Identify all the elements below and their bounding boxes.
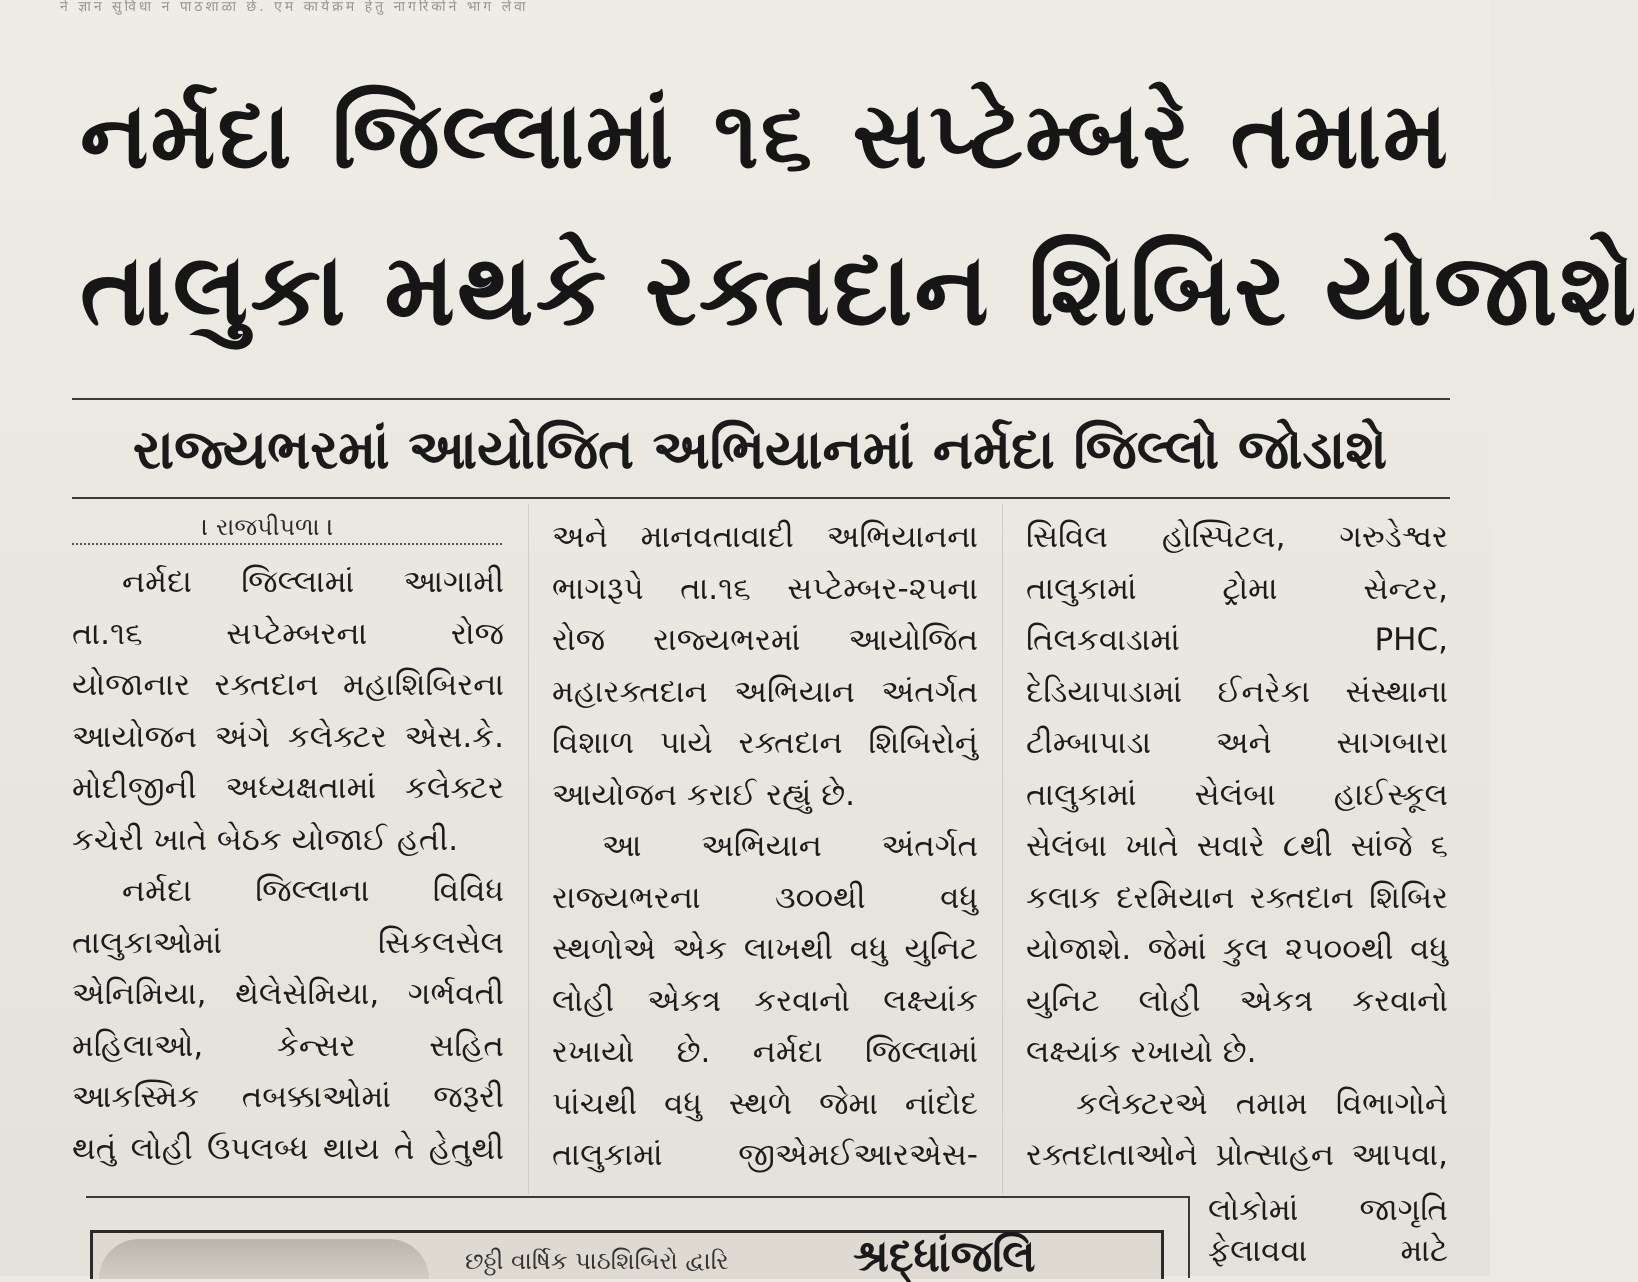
paragraph-line: તા.૧૬ સપ્ટેમ્બરના રોજ <box>72 615 504 652</box>
paragraph-line: ભાગરૂપે તા.૧૬ સપ્ટેમ્બર-૨૫ના <box>552 570 978 607</box>
column-divider-1 <box>528 504 529 1194</box>
paragraph-line: આ અભિયાન અંતર્ગત <box>602 828 978 864</box>
dateline: । રાજપીપળા । <box>202 513 334 541</box>
paragraph-line: નર્મદા જિલ્લામાં આગામી <box>122 564 504 600</box>
headline-line-1: નર્મદા જિલ્લામાં ૧૬ સપ્ટેમ્બરે તમામ <box>80 82 1450 189</box>
paragraph-line: લોહી એકત્ર કરવાનો લક્ષ્યાંક <box>552 982 978 1019</box>
paragraph-line: થતું લોહી ઉપલબ્ધ થાય તે હેતુથી <box>72 1130 504 1167</box>
paragraph-line: રખાયો છે. નર્મદા જિલ્લામાં <box>552 1034 978 1070</box>
cut-off-previous-article-text: ने ज्ञान सुविधा न पाठशाळा छे. एम कार्यक्रम हेतु नागरिकोने भाग लेवा <box>60 0 529 15</box>
paragraph-line: રોજ રાજ્યભરમાં આયોજિત <box>552 622 978 658</box>
paragraph-line: મોદીજીની અધ્યક્ષતામાં કલેક્ટર <box>72 770 504 806</box>
paragraph-line: મહિલાઓ, કેન્સર સહિત <box>72 1027 504 1064</box>
subheadline: રાજ્યભરમાં આયોજિત અભિયાનમાં નર્મદા જિલ્લો જોડાશે <box>132 418 1388 481</box>
paragraph-line: મહારક્તદાન અભિયાન અંતર્ગત <box>552 673 978 710</box>
headline-line-2: તાલુકા મથકે રક્તદાન શિબિર યોજાશે <box>80 231 1638 348</box>
paragraph-line: એનિમિયા, થેલેસેમિયા, ગર્ભવતી <box>72 976 504 1012</box>
subheadline-rule <box>72 497 1450 499</box>
paragraph-line: યુનિટ લોહી એકત્ર કરવાનો <box>1026 982 1448 1019</box>
article-column-3 <box>1026 512 1448 1182</box>
paragraph-line: લક્ષ્યાંક રખાયો છે. <box>1026 1034 1257 1070</box>
paragraph-line: તિલકવાડામાં PHC, <box>1026 622 1448 658</box>
paragraph-line: યોજાનાર રક્તદાન મહાશિબિરના <box>72 667 504 703</box>
ad-photo <box>99 1239 429 1279</box>
paragraph-line: રક્તદાતાઓને પ્રોત્સાહન આપવા, <box>1026 1137 1448 1173</box>
article-column-2 <box>552 512 978 1182</box>
dateline-rule <box>72 543 502 545</box>
article-column-1 <box>72 512 504 546</box>
paragraph-line: આકસ્મિક તબક્કાઓમાં જરૂરી <box>72 1079 504 1115</box>
article-column-1-body <box>72 557 504 1175</box>
paragraph-line: સેલંબા ખાતે સવારે ૮થી સાંજે ૬ <box>1026 828 1448 864</box>
paragraph-line: સ્થળોએ એક લાખથી વધુ યુનિટ <box>552 931 978 967</box>
paragraph-line: સિવિલ હોસ્પિટલ, ગરુડેશ્વર <box>1026 519 1448 555</box>
ad-title: શ્રદ્ધાંજલિ <box>853 1231 1036 1282</box>
paragraph-line: રાજ્યભરના ૩૦૦થી વધુ <box>552 879 978 916</box>
paragraph-line: આયોજન અંગે કલેક્ટર એસ.કે. <box>72 718 504 755</box>
paragraph-line: તાલુકાઓમાં સિકલસેલ <box>72 924 504 961</box>
column-divider-2 <box>1002 504 1003 1194</box>
advertisement <box>90 1230 1164 1282</box>
paragraph-line: યોજાશે. જેમાં કુલ ૨૫૦૦થી વધુ <box>1026 931 1448 967</box>
paragraph-line: દેડિયાપાડામાં ઈનરેકા સંસ્થાના <box>1026 673 1448 710</box>
ad-text: છઠ્ઠી વાર્ષિક પાઠશિબિરો દ્વારિ <box>465 1247 729 1275</box>
paragraph-line: કલાક દરમિયાન રક્તદાન શિબિર <box>1026 879 1448 916</box>
paragraph-line: અને માનવતાવાદી અભિયાનના <box>552 519 978 555</box>
paragraph-line: તાલુકામાં સેલંબા હાઈસ્કૂલ <box>1026 776 1448 813</box>
paragraph-line: વિશાળ પાયે રક્તદાન શિબિરોનું <box>552 725 978 761</box>
paragraph-line: કચેરી ખાતે બેઠક યોજાઈ હતી. <box>72 821 459 858</box>
headline-rule <box>72 398 1450 400</box>
paragraph-line: તાલુકામાં જીએમઈઆરએસ- <box>552 1137 978 1173</box>
paragraph-line: તાલુકામાં ટ્રોમા સેન્ટર, <box>1026 570 1448 607</box>
paragraph-line: પાંચથી વધુ સ્થળે જેમા નાંદોદ <box>552 1085 978 1122</box>
paragraph-line: નર્મદા જિલ્લાના વિવિધ <box>122 873 504 909</box>
paragraph-line: આયોજન કરાઈ રહ્યું છે. <box>552 776 856 813</box>
paragraph-line: કલેક્ટરએ તમામ વિભાગોને <box>1076 1085 1448 1122</box>
paragraph-line: ફેલાવવા માટે <box>1208 1233 1448 1269</box>
paragraph-line: લોકોમાં જાગૃતિ <box>1208 1192 1448 1228</box>
paragraph-line: ટીમ્બાપાડા અને સાગબારા <box>1026 725 1448 761</box>
